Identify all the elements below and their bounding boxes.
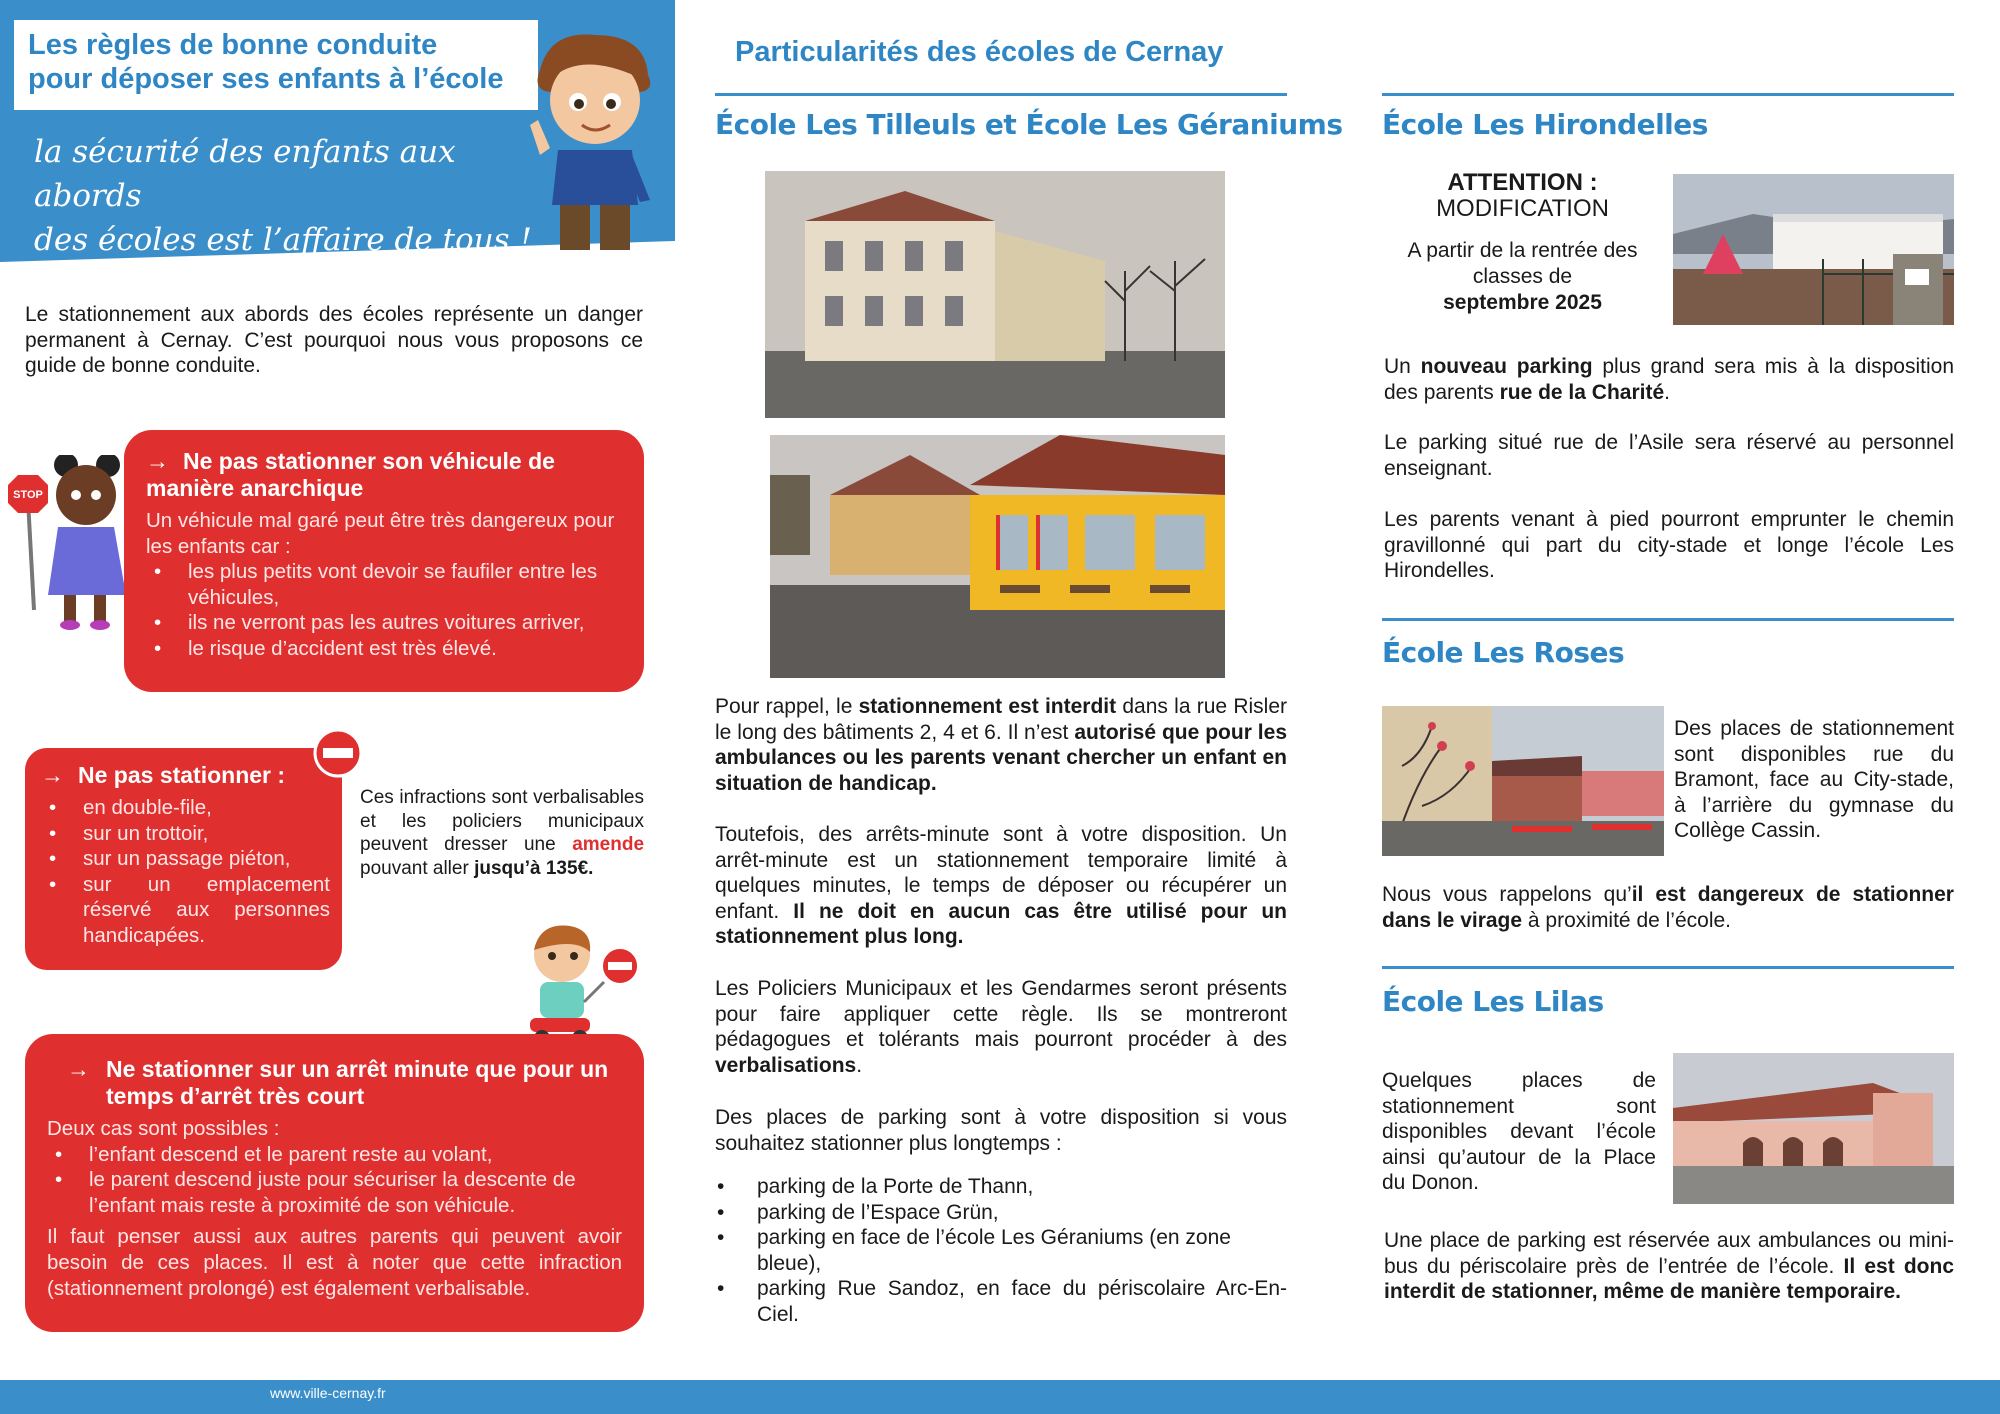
- section-heading-lilas: École Les Lilas: [1382, 985, 1604, 1018]
- list-item: • en double-file,: [41, 795, 330, 821]
- section-heading-roses: École Les Roses: [1382, 636, 1625, 669]
- section-heading-tilleuls: École Les Tilleuls et École Les Géraniums: [715, 108, 1343, 141]
- hirondelles-paragraph-1: Un nouveau parking plus grand sera mis à la disposition des parents rue de la Charité.: [1384, 355, 1954, 404]
- divider: [715, 93, 1287, 96]
- school-lilas-photo: [1673, 1053, 1954, 1204]
- rule-no-parking: → Ne pas stationner : • en double-file, • sur un trottoir, • sur un passage piéton, • sur un emplacement réservé aux personnes handicapées.: [25, 748, 342, 970]
- middle-paragraph-3: Les Policiers Municipaux et les Gendarmes seront présents pour faire appliquer cette règle. Ils se montreront pédagogues et tolérants mais pourront procéder à des verbalisations.: [715, 977, 1287, 1077]
- school-tilleuls-photo: [765, 171, 1225, 418]
- school-roses-photo: [1382, 706, 1664, 856]
- lilas-side-text: Quelques places de stationnement sont disponibles devant l’école ainsi qu’autour de la Place du Donon.: [1382, 1069, 1656, 1195]
- list-item: • sur un passage piéton,: [41, 846, 330, 872]
- list-item: • l’enfant descend et le parent reste au volant,: [47, 1142, 622, 1168]
- intro-paragraph: Le stationnement aux abords des écoles représente un danger permanent à Cernay. C’est pourquoi nous vous proposons ce guide de bonne conduite.: [25, 303, 643, 378]
- list-item: • parking de la Porte de Thann,: [715, 1174, 1287, 1200]
- page-title: Les règles de bonne conduite pour déposer ses enfants à l’école: [14, 20, 538, 110]
- lilas-paragraph: Une place de parking est réservée aux ambulances ou mini-bus du périscolaire près de l’entrée de l’école. Il est donc interdit de stationner, même de manière temporaire.: [1384, 1229, 1954, 1304]
- list-item: • parking de l’Espace Grün,: [715, 1200, 1287, 1226]
- list-item: • le risque d’accident est très élevé.: [146, 636, 626, 662]
- girl-stop-illustration: [8, 455, 136, 635]
- list-item: • sur un trottoir,: [41, 821, 330, 847]
- middle-paragraph-1: Pour rappel, le stationnement est interdit dans la rue Risler le long des bâtiments 2, 4 et 6. Il n’est autorisé que pour les ambulances ou les parents venant chercher un enfant en situation de handicap.: [715, 695, 1287, 795]
- middle-heading: Particularités des écoles de Cernay: [735, 36, 1224, 68]
- list-item: • ils ne verront pas les autres voitures arriver,: [146, 610, 626, 636]
- list-item: • parking en face de l’école Les Géraniums (en zone bleue),: [715, 1225, 1287, 1276]
- divider: [1382, 966, 1954, 969]
- middle-paragraph-4: Des places de parking sont à votre disposition si vous souhaitez stationner plus longtemps :: [715, 1106, 1287, 1155]
- no-entry-icon: [313, 728, 363, 778]
- divider: [1382, 618, 1954, 621]
- list-item: • parking Rue Sandoz, en face du périscolaire Arc-En-Ciel.: [715, 1276, 1287, 1327]
- parking-list: [715, 1174, 1287, 1328]
- school-geraniums-photo: [770, 435, 1225, 678]
- section-heading-hirondelles: École Les Hirondelles: [1382, 108, 1708, 141]
- attention-notice: ATTENTION : MODIFICATION A partir de la rentrée des classes de septembre 2025: [1407, 169, 1638, 314]
- rule-minute-stop: → Ne stationner sur un arrêt minute que pour un temps d’arrêt très court Deux cas sont possibles : • l’enfant descend et le parent reste au volant, • le parent descend juste pour sécuriser la descente de l’enfant mais reste à proximité de son véhicule. Il faut penser aussi aux autres parents qui peuvent avoir besoin de ces places. Il est à noter que cette infraction (stationnement prolongé) est également verbalisable.: [25, 1034, 644, 1332]
- footer-url[interactable]: www.ville-cernay.fr: [270, 1385, 386, 1401]
- list-item: • le parent descend juste pour sécuriser la descente de l’enfant mais reste à proximité de son véhicule.: [47, 1167, 622, 1218]
- slogan: la sécurité des enfants aux abords des écoles est l’affaire de tous !: [34, 134, 532, 258]
- fine-info: Ces infractions sont verbalisables et les policiers municipaux peuvent dresser une amende pouvant aller jusqu’à 135€.: [360, 787, 645, 879]
- middle-paragraph-2: Toutefois, des arrêts-minute sont à votre disposition. Un arrêt-minute est un stationnement temporaire limité à quelques minutes, le temps de déposer ou récupérer un enfant. Il ne doit en aucun cas être utilisé pour un stationnement plus long.: [715, 823, 1287, 949]
- list-item: • sur un emplacement réservé aux personnes handicapées.: [41, 872, 330, 949]
- hirondelles-paragraph-2: Le parking situé rue de l’Asile sera réservé au personnel enseignant.: [1384, 431, 1954, 480]
- divider: [1382, 93, 1954, 96]
- rule-anarchic-parking: → Ne pas stationner son véhicule de manière anarchique Un véhicule mal garé peut être très dangereux pour les enfants car : • les plus petits vont devoir se faufiler entre les véhicules, • ils ne verront pas les autres voitures arriver, • le risque d’accident est très élevé.: [124, 430, 644, 692]
- list-item: • les plus petits vont devoir se faufiler entre les véhicules,: [146, 559, 626, 610]
- boy-illustration: [520, 30, 670, 255]
- boy-car-illustration: [520, 922, 645, 1052]
- roses-side-text: Des places de stationnement sont disponibles rue du Bramont, face au City-stade, à l’arrière du gymnase du Collège Cassin.: [1674, 717, 1954, 843]
- hirondelles-paragraph-3: Les parents venant à pied pourront emprunter le chemin gravillonné qui part du city-stade et longe l’école Les Hirondelles.: [1384, 508, 1954, 583]
- stop-sign-text: STOP: [13, 489, 43, 501]
- school-hirondelles-photo: [1673, 174, 1954, 325]
- roses-paragraph: Nous vous rappelons qu’il est dangereux de stationner dans le virage à proximité de l’école.: [1382, 883, 1954, 932]
